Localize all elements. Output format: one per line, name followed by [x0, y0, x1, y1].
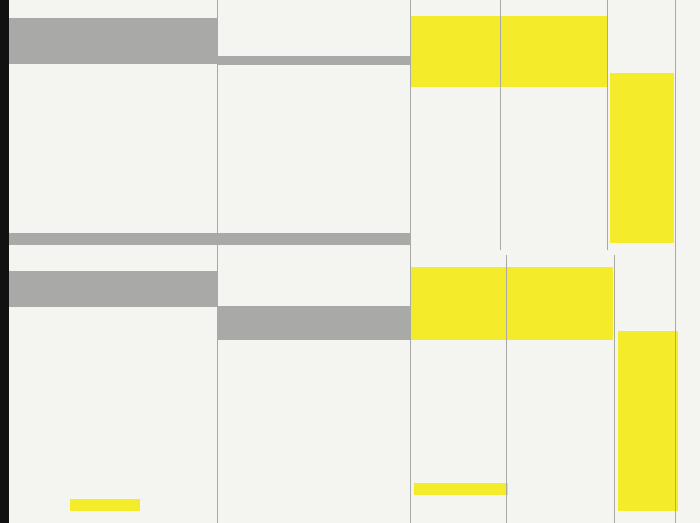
bottom-a-grey-block [9, 271, 217, 307]
grid-col-line-e [675, 0, 676, 523]
grid-col-line-c-bottom [506, 255, 507, 523]
grid-col-line-a [217, 0, 218, 523]
bottom-sigma-box [414, 483, 508, 495]
top-a-grey-block [9, 18, 217, 64]
bottom-test-col [618, 331, 678, 511]
grid-col-line-d-bottom [614, 255, 615, 523]
top-b-grey-strip [218, 56, 410, 65]
top-yellow-note-box [410, 16, 607, 87]
bottom-mu-box [70, 499, 140, 511]
grid-col-line-c-top [500, 0, 501, 250]
bottom-yellow-note-box [410, 267, 613, 340]
row-number-gutter [0, 0, 9, 523]
bottom-b-grey-block [218, 306, 410, 340]
grid-col-line-b [410, 0, 411, 523]
grid-col-line-d-top [607, 0, 608, 250]
top-test-col [610, 73, 674, 243]
top-total-grey-bar [9, 233, 410, 245]
